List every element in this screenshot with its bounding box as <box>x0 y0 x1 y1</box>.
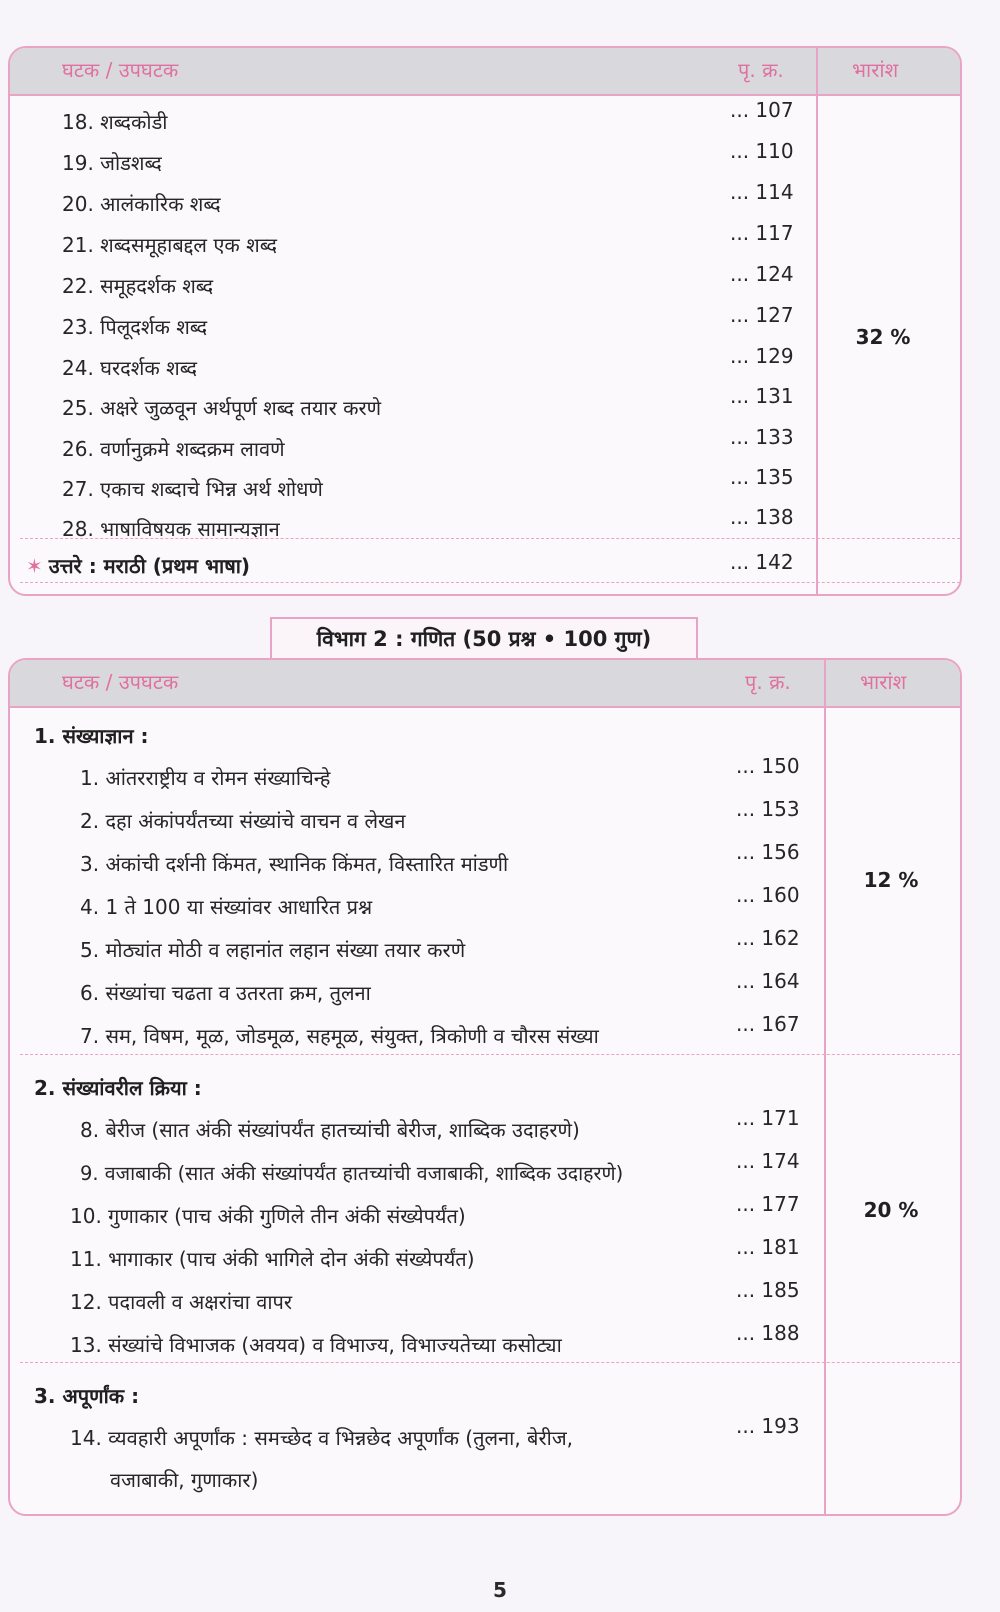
header-weight: भारांश <box>852 58 899 82</box>
page-ref: ... 167 <box>736 1012 800 1036</box>
list-item: 9. वजाबाकी (सात अंकी संख्यांपर्यंत हातच्यांची वजाबाकी, शाब्दिक उदाहरणे) <box>80 1162 624 1185</box>
list-item: 18. शब्दकोडी <box>62 110 168 134</box>
list-item: 14. व्यवहारी अपूर्णांक : समच्छेद व भिन्नछेद अपूर्णांक (तुलना, बेरीज, <box>70 1426 574 1450</box>
page-number: 5 <box>493 1578 507 1602</box>
row-divider <box>20 582 960 583</box>
list-item: 2. दहा अंकांपर्यंतच्या संख्यांचे वाचन व लेखन <box>80 809 406 833</box>
page-ref: ... 185 <box>736 1278 800 1302</box>
list-item: 24. घरदर्शक शब्द <box>62 356 197 380</box>
list-item: 10. गुणाकार (पाच अंकी गुणिले तीन अंकी संख्येपर्यंत) <box>70 1204 466 1228</box>
group-title: 2. संख्यांवरील क्रिया : <box>34 1076 202 1100</box>
list-item: 21. शब्दसमूहाबद्दल एक शब्द <box>62 233 277 257</box>
list-item: 5. मोठ्यांत मोठी व लहानांत लहान संख्या तयार करणे <box>80 938 466 962</box>
header-topic: घटक / उपघटक <box>62 58 179 82</box>
list-item: 3. अंकांची दर्शनी किंमत, स्थानिक किंमत, विस्तारित मांडणी <box>80 852 509 876</box>
page-ref: ... 150 <box>736 754 800 778</box>
page-ref: ... 110 <box>730 139 794 163</box>
page-ref: ... 117 <box>730 221 794 245</box>
page-ref: ... 156 <box>736 840 800 864</box>
list-item: 27. एकाच शब्दाचे भिन्न अर्थ शोधणे <box>62 477 323 501</box>
page-ref: ... 177 <box>736 1192 800 1216</box>
page-ref: ... 107 <box>730 98 794 122</box>
page-ref: ... 164 <box>736 969 800 993</box>
list-item: 28. भाषाविषयक सामान्यज्ञान <box>62 517 280 541</box>
list-item: 4. 1 ते 100 या संख्यांवर आधारित प्रश्न <box>80 895 373 919</box>
header-weight: भारांश <box>860 670 907 694</box>
list-item: 19. जोडशब्द <box>62 151 162 175</box>
page-ref: ... 127 <box>730 303 794 327</box>
weight-value: 20 % <box>863 1198 919 1222</box>
list-item: 11. भागाकार (पाच अंकी भागिले दोन अंकी संख्येपर्यंत) <box>70 1247 475 1271</box>
star-icon: ✶ <box>26 554 43 578</box>
answers-label: ✶ उत्तरे : मराठी (प्रथम भाषा) <box>26 554 251 578</box>
list-item: 26. वर्णानुक्रमे शब्दक्रम लावणे <box>62 437 285 461</box>
page-ref: ... 135 <box>730 465 794 489</box>
list-item: 7. सम, विषम, मूळ, जोडमूळ, सहमूळ, संयुक्त, त्रिकोणी व चौरस संख्या <box>80 1024 599 1048</box>
header-topic: घटक / उपघटक <box>62 670 179 694</box>
page-ref: ... 131 <box>730 384 794 408</box>
weight-value: 12 % <box>863 868 919 892</box>
row-divider <box>20 1054 960 1055</box>
page-ref: ... 188 <box>736 1321 800 1345</box>
page-ref: ... 142 <box>730 550 794 574</box>
toc-table-marathi <box>8 46 962 596</box>
page-ref: ... 129 <box>730 344 794 368</box>
list-item: 1. आंतरराष्ट्रीय व रोमन संख्याचिन्हे <box>80 766 331 790</box>
column-divider <box>816 48 818 594</box>
list-item: 13. संख्यांचे विभाजक (अवयव) व विभाज्य, विभाज्यतेच्या कसोट्या <box>70 1333 562 1357</box>
list-item: 6. संख्यांचा चढता व उतरता क्रम, तुलना <box>80 981 371 1005</box>
page-ref: ... 114 <box>730 180 794 204</box>
list-item: 12. पदावली व अक्षरांचा वापर <box>70 1290 293 1314</box>
page-ref: ... 133 <box>730 425 794 449</box>
header-page: पृ. क्र. <box>745 670 791 694</box>
row-divider <box>20 538 960 539</box>
group-title: 1. संख्याज्ञान : <box>34 724 149 748</box>
row-divider <box>20 1362 960 1363</box>
page-ref: ... 181 <box>736 1235 800 1259</box>
page-ref: ... 138 <box>730 505 794 529</box>
page-ref: ... 160 <box>736 883 800 907</box>
list-item-continued: वजाबाकी, गुणाकार) <box>110 1468 259 1492</box>
table-header <box>10 660 960 708</box>
toc-table-math <box>8 658 962 1516</box>
page-ref: ... 124 <box>730 262 794 286</box>
list-item: 22. समूहदर्शक शब्द <box>62 274 214 298</box>
weight-value: 32 % <box>855 325 911 349</box>
list-item: 25. अक्षरे जुळवून अर्थपूर्ण शब्द तयार करणे <box>62 396 382 420</box>
list-item: 23. पिलूदर्शक शब्द <box>62 315 208 339</box>
column-divider <box>824 660 826 1514</box>
group-title: 3. अपूर्णांक : <box>34 1384 140 1408</box>
page-ref: ... 174 <box>736 1149 800 1173</box>
list-item: 8. बेरीज (सात अंकी संख्यांपर्यंत हातच्यांची बेरीज, शाब्दिक उदाहरणे) <box>80 1118 580 1142</box>
page-ref: ... 162 <box>736 926 800 950</box>
page-ref: ... 153 <box>736 797 800 821</box>
section-banner: विभाग 2 : गणित (50 प्रश्न • 100 गुण) <box>270 617 698 661</box>
page-ref: ... 171 <box>736 1106 800 1130</box>
page-ref: ... 193 <box>736 1414 800 1438</box>
list-item: 20. आलंकारिक शब्द <box>62 192 221 216</box>
header-page: पृ. क्र. <box>738 58 784 82</box>
